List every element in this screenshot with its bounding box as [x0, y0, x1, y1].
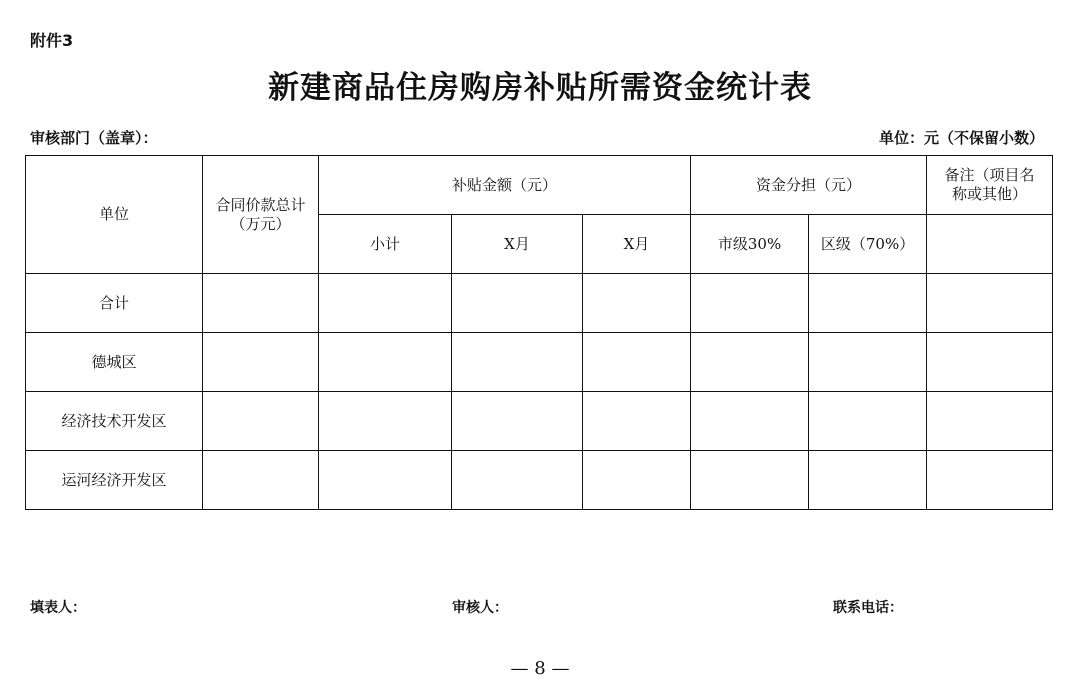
header-district-share: 区级（70%）	[809, 215, 927, 274]
phone-label: 联系电话：	[833, 600, 903, 616]
table-row	[26, 451, 1053, 510]
table-cell[interactable]	[203, 451, 319, 510]
header-remark-line2: 称或其他）	[952, 185, 1028, 203]
header-city-share: 市级30%	[691, 215, 809, 274]
header-subsidy-amount: 补贴金额（元）	[319, 156, 691, 215]
table-cell[interactable]	[927, 451, 1053, 510]
header-subtotal: 小计	[319, 215, 452, 274]
table-cell[interactable]	[319, 392, 452, 451]
table-cell[interactable]	[452, 451, 583, 510]
table-cell[interactable]	[203, 274, 319, 333]
review-department-label: 审核部门（盖章）：	[30, 129, 158, 147]
table-cell[interactable]	[809, 274, 927, 333]
row-label-econ-tech-zone: 经济技术开发区	[26, 392, 203, 451]
header-row-1	[26, 156, 1053, 215]
header-month-2: X月	[583, 215, 691, 274]
table-cell[interactable]	[927, 274, 1053, 333]
table-cell[interactable]	[203, 392, 319, 451]
table-cell[interactable]	[927, 392, 1053, 451]
header-remark-line1: 备注（项目名	[944, 166, 1035, 185]
reviewer-label: 审核人：	[452, 600, 508, 616]
header-funding-share: 资金分担（元）	[691, 156, 927, 215]
table-cell[interactable]	[583, 274, 691, 333]
table-cell[interactable]	[691, 451, 809, 510]
header-contract-line2: （万元）	[230, 214, 291, 233]
row-label-decheng: 德城区	[26, 333, 203, 392]
row-label-canal-econ-zone: 运河经济开发区	[26, 451, 203, 510]
table-cell[interactable]	[691, 392, 809, 451]
document-title: 新建商品住房购房补贴所需资金统计表	[268, 70, 812, 106]
attachment-label: 附件3	[30, 31, 74, 50]
table-cell[interactable]	[319, 451, 452, 510]
table-cell[interactable]	[691, 333, 809, 392]
table-cell[interactable]	[927, 333, 1053, 392]
header-remark-blank	[927, 215, 1053, 274]
statistics-table	[25, 155, 1053, 510]
table-cell[interactable]	[583, 333, 691, 392]
table-cell[interactable]	[809, 392, 927, 451]
table-cell[interactable]	[583, 392, 691, 451]
header-month-1: X月	[452, 215, 583, 274]
table-row	[26, 274, 1053, 333]
table-cell[interactable]	[203, 333, 319, 392]
table-cell[interactable]	[319, 333, 452, 392]
header-contract-line1: 合同价款总计	[215, 195, 306, 214]
table-cell[interactable]	[452, 333, 583, 392]
page-number: — 8 —	[510, 658, 570, 679]
table-cell[interactable]	[319, 274, 452, 333]
table-cell[interactable]	[809, 451, 927, 510]
table-cell[interactable]	[452, 392, 583, 451]
filler-label: 填表人：	[30, 600, 86, 616]
row-total-label: 合计	[26, 274, 203, 333]
unit-label: 单位：元（不保留小数）	[878, 129, 1044, 147]
header-contract-total	[203, 156, 319, 274]
table-cell[interactable]	[691, 274, 809, 333]
table-cell[interactable]	[809, 333, 927, 392]
table-cell[interactable]	[583, 451, 691, 510]
table-cell[interactable]	[452, 274, 583, 333]
header-remark	[927, 156, 1053, 215]
header-unit: 单位	[26, 156, 203, 274]
table-row	[26, 333, 1053, 392]
table-row	[26, 392, 1053, 451]
